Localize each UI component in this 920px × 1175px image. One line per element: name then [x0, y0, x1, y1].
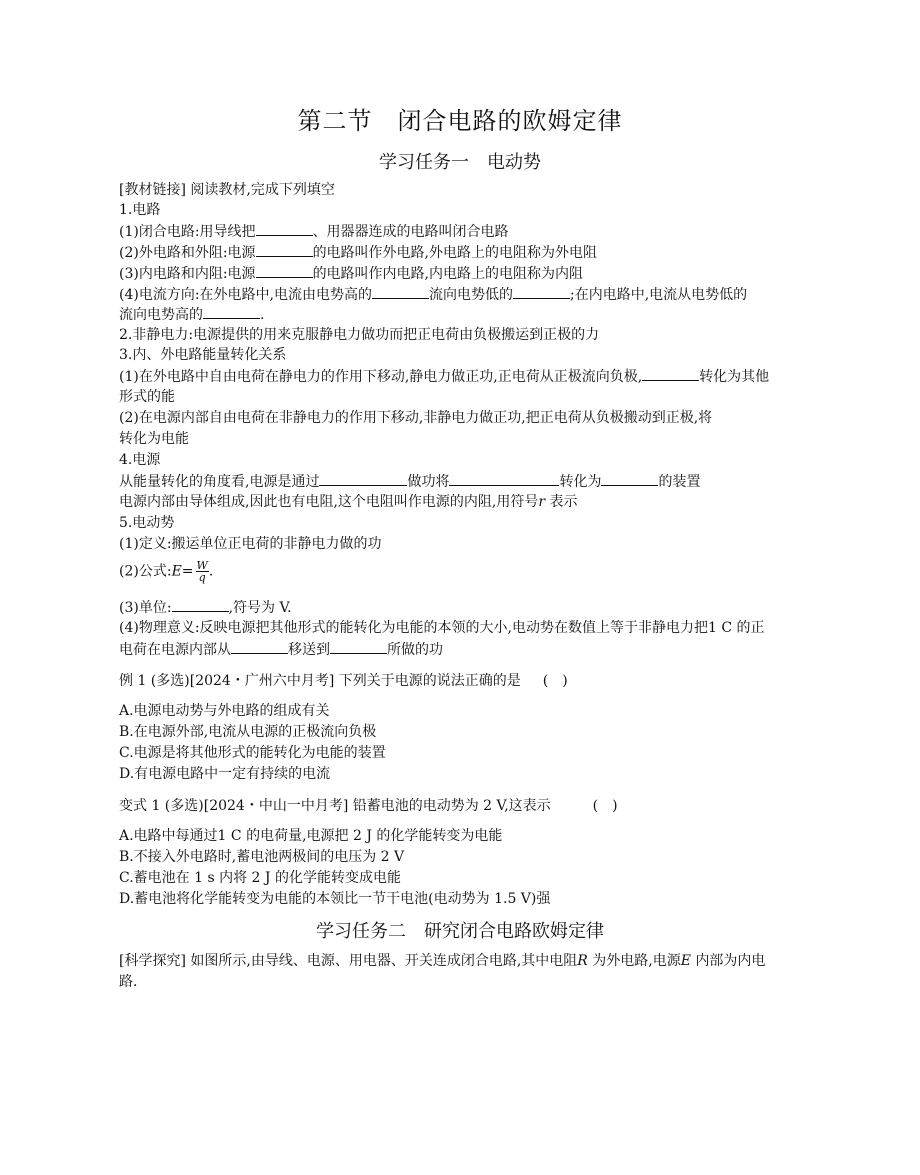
option-d: D.蓄电池将化学能转变为电能的本领比一节干电池(电动势为 1.5 V)强	[119, 891, 551, 907]
text-line: (3)内电路和内阻:电源 的电路叫作内电路,内电路上的电阻称为内阻	[119, 263, 583, 284]
text-line: 电源内部由导体组成,因此也有电阻,这个电阻叫作电源的内阻,用符号r 表示	[119, 494, 578, 510]
text-line: (4)电流方向:在外电路中,电流由电势高的 流向电势低的 ;在内电路中,电流从电势低的	[119, 284, 747, 305]
heading-energy: 3.内、外电路能量转化关系	[119, 347, 287, 363]
formula-line: (2)公式:E= $\frac{W}{q}$ .	[119, 559, 214, 584]
heading-circuit: 1.电路	[119, 202, 161, 218]
text-line: (2)在电源内部自由电荷在非静电力的作用下移动,非静电力做正功,把正电荷从负极搬动到正极,将	[119, 410, 713, 426]
answer-blank	[642, 366, 699, 381]
answer-blank	[256, 263, 313, 278]
text-line: 转化为电能	[119, 431, 189, 447]
fraction: $\frac{W}{q}$	[196, 559, 208, 584]
text-line: [科学探究] 如图所示,由导线、电源、用电器、开关连成闭合电路,其中电阻R 为外电路,电源E 内部为内电	[119, 953, 766, 969]
answer-blank	[513, 284, 570, 299]
heading-source: 4.电源	[119, 452, 161, 468]
answer-blank	[172, 597, 229, 612]
text-line: 2.非静电力:电源提供的用来克服静电力做功而把正电荷由负极搬运到正极的力	[119, 327, 600, 343]
answer-blank	[330, 639, 387, 654]
text-line: (3)单位: ,符号为 V.	[119, 597, 292, 618]
answer-blank	[449, 471, 559, 486]
text-line: 从能量转化的角度看,电源是通过 做功将 转化为 的装置	[119, 471, 700, 492]
option-d: D.有电源电路中一定有持续的电流	[119, 766, 331, 782]
page-title: 第二节 闭合电路的欧姆定律	[297, 107, 623, 135]
text-line: [教材链接] 阅读教材,完成下列填空	[119, 182, 335, 198]
variant-1-stem: 变式 1 (多选)[2024・中山一中月考] 铅蓄电池的电动势为 2 V,这表示 ( )	[119, 798, 618, 814]
text-line: 电荷在电源内部从 移送到 所做的功	[119, 639, 443, 660]
text-line: 路.	[119, 974, 138, 990]
text-line: (1)定义:搬运单位正电荷的非静电力做的功	[119, 536, 382, 552]
answer-blank	[231, 639, 288, 654]
option-c: C.蓄电池在 1 s 内将 2 J 的化学能转变成电能	[119, 870, 401, 886]
answer-blank	[203, 304, 260, 319]
option-a: A.电源电动势与外电路的组成有关	[119, 703, 330, 719]
section-heading-task1: 学习任务一 电动势	[379, 152, 541, 173]
text-line: 流向电势高的 .	[119, 304, 264, 325]
answer-blank	[256, 221, 313, 236]
text-line: (4)物理意义:反映电源把其他形式的能转化为电能的本领的大小,电动势在数值上等于非静电力把1 C 的正	[119, 620, 765, 636]
answer-blank	[601, 471, 658, 486]
heading-emf: 5.电动势	[119, 515, 175, 531]
option-a: A.电路中每通过1 C 的电荷量,电源把 2 J 的化学能转变为电能	[119, 828, 503, 844]
text-line: (1)闭合电路:用导线把 、用器器连成的电路叫闭合电路	[119, 221, 509, 242]
text-line: (1)在外电路中自由电荷在静电力的作用下移动,静电力做正功,正电荷从正极流向负极, 转化为其他	[119, 366, 769, 387]
option-b: B.在电源外部,电流从电源的正极流向负极	[119, 724, 377, 740]
text-line: (2)外电路和外阻:电源 的电路叫作外电路,外电路上的电阻称为外电阻	[119, 242, 597, 263]
section-heading-task2: 学习任务二 研究闭合电路欧姆定律	[316, 921, 604, 942]
option-c: C.电源是将其他形式的能转化为电能的装置	[119, 745, 386, 761]
text-line: 形式的能	[119, 389, 175, 405]
answer-blank	[256, 242, 313, 257]
example-1-stem: 例 1 (多选)[2024・广州六中月考] 下列关于电源的说法正确的是 ( )	[119, 673, 568, 689]
option-b: B.不接入外电路时,蓄电池两极间的电压为 2 V	[119, 849, 405, 865]
answer-blank	[319, 471, 407, 486]
answer-blank	[372, 284, 429, 299]
